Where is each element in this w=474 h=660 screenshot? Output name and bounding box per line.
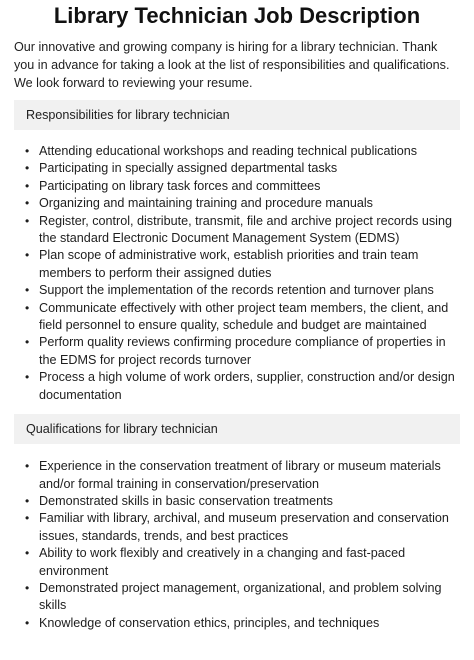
bullet-icon: • <box>25 370 30 385</box>
bullet-icon: • <box>25 615 30 630</box>
bullet-icon: • <box>25 196 30 211</box>
qualifications-list <box>0 458 474 632</box>
list-item <box>25 510 460 545</box>
list-item <box>25 213 460 248</box>
list-item <box>25 615 460 632</box>
list-item-text: Demonstrated project management, organizational, and problem solving skills <box>39 580 442 613</box>
list-item-text: Participating in specially assigned departmental tasks <box>39 161 338 176</box>
responsibilities-list <box>0 143 474 404</box>
bullet-icon: • <box>25 161 30 176</box>
bullet-icon: • <box>25 248 30 263</box>
bullet-icon: • <box>25 511 30 526</box>
list-item <box>25 300 460 335</box>
list-item-text: Organizing and maintaining training and procedure manuals <box>39 196 373 211</box>
bullet-icon: • <box>25 335 30 350</box>
list-item <box>25 247 460 282</box>
bullet-icon: • <box>25 300 30 315</box>
bullet-icon: • <box>25 546 30 561</box>
list-item-text: Demonstrated skills in basic conservation treatments <box>39 493 333 508</box>
list-item <box>25 334 460 369</box>
page-title: Library Technician Job Description <box>53 3 421 28</box>
list-item-text: Register, control, distribute, transmit, file and archive project records using the standard Electronic Document Management System (EDMS) <box>39 213 452 246</box>
list-item-text: Attending educational workshops and reading technical publications <box>39 144 418 158</box>
list-item <box>25 493 460 510</box>
list-item <box>25 545 460 580</box>
list-item <box>25 580 460 615</box>
list-item-text: Familiar with library, archival, and museum preservation and conservation issues, standards, trends, and best practices <box>39 511 449 543</box>
list-item <box>25 160 460 177</box>
list-item <box>25 458 460 493</box>
responsibilities-heading: Responsibilities for library technician <box>14 100 460 130</box>
bullet-icon: • <box>25 144 30 158</box>
list-item-text: Process a high volume of work orders, supplier, construction and/or design documentation <box>39 370 455 402</box>
list-item-text: Ability to work flexibly and creatively in a changing and fast-paced environment <box>39 546 406 578</box>
list-item <box>25 195 460 212</box>
list-item-text: Plan scope of administrative work, establish priorities and train team members to perform their assigned duties <box>39 248 419 280</box>
bullet-icon: • <box>25 178 30 193</box>
list-item-text: Support the implementation of the records retention and turnover plans <box>39 283 434 298</box>
list-item-text: Communicate effectively with other project team members, the client, and field personnel to ensure quality, schedule and budget are maintained <box>39 300 449 333</box>
bullet-icon: • <box>25 283 30 298</box>
list-item <box>25 369 460 404</box>
bullet-icon: • <box>25 580 30 595</box>
list-item-text: Experience in the conservation treatment of library or museum materials and/or formal training in conservation/preservation <box>39 459 441 491</box>
bullet-icon: • <box>25 213 30 228</box>
bullet-icon: • <box>25 459 30 474</box>
intro-paragraph: Our innovative and growing company is hiring for a library technician. Thank you in advance for taking a look at the list of responsibilities and qualifications. We look forward to reviewing your resume. <box>14 40 450 90</box>
list-item-text: Participating on library task forces and committees <box>39 178 321 193</box>
list-item-text: Perform quality reviews confirming procedure compliance of properties in the EDMS for project records turnover <box>39 335 446 367</box>
list-item <box>25 282 460 299</box>
list-item-text: Knowledge of conservation ethics, principles, and techniques <box>39 615 380 630</box>
list-item <box>25 143 460 160</box>
bullet-icon: • <box>25 493 30 508</box>
qualifications-heading: Qualifications for library technician <box>14 414 460 444</box>
list-item <box>25 178 460 195</box>
